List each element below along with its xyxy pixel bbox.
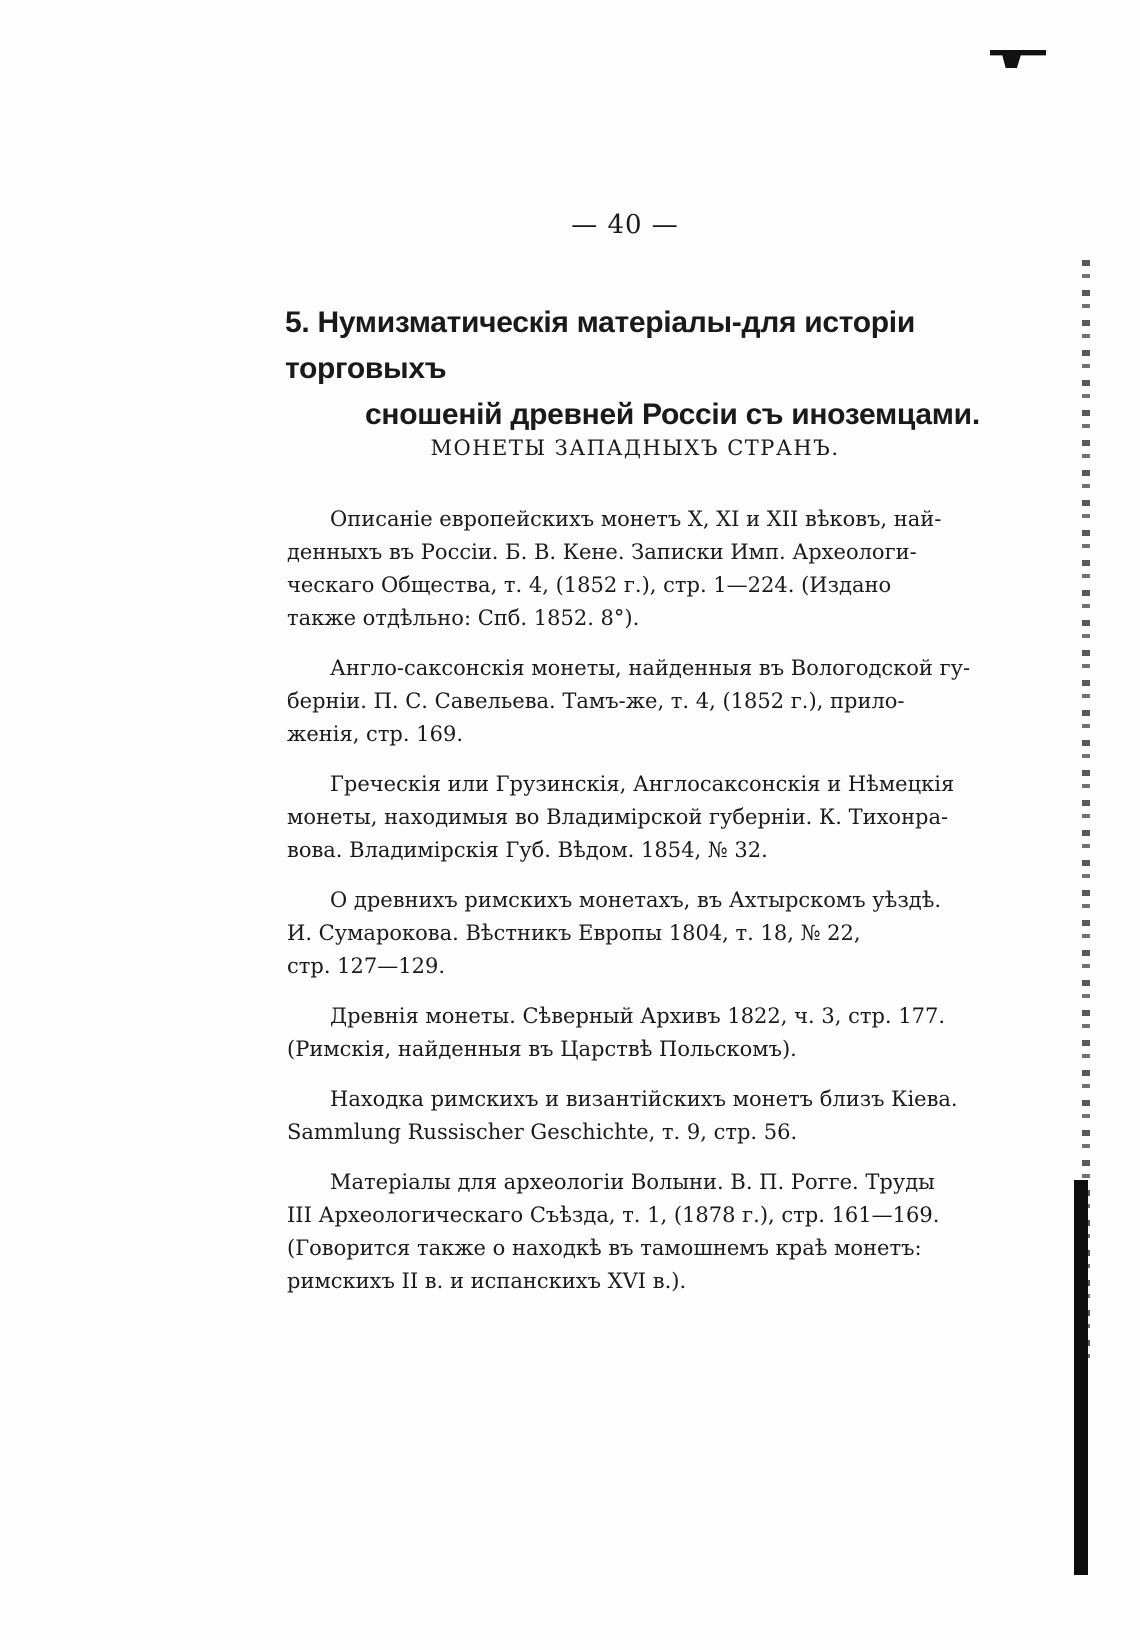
entry-line: также отдѣльно: Спб. 1852. 8°). (287, 606, 640, 630)
entry-line: женія, стр. 169. (287, 722, 463, 746)
entry-line: монеты, находимыя во Владимірской губерніи. К. Тихонра- (287, 805, 949, 829)
bibliography-entry (287, 1083, 977, 1149)
entry-line: ческаго Общества, т. 4, (1852 г.), стр. 1—224. (Издано (287, 573, 892, 597)
entry-line: Матеріалы для археологіи Волыни. В. П. Рогге. Труды (330, 1170, 935, 1194)
bibliography-entry (287, 1166, 977, 1298)
bibliography-list (287, 503, 977, 1315)
bibliography-entry (287, 884, 977, 983)
entry-line: Sammlung Russischer Geschichte, т. 9, стр. 56. (287, 1120, 798, 1144)
entry-line: стр. 127—129. (287, 954, 446, 978)
entry-line: Греческія или Грузинскія, Англосаксонскія и Нѣмецкія (330, 772, 955, 796)
entry-line: римскихъ II в. и испанскихъ XVI в.). (287, 1269, 687, 1293)
subheading: МОНЕТЫ ЗАПАДНЫХЪ СТРАНЪ. (430, 436, 840, 460)
entry-line: берніи. П. С. Савельева. Тамъ-же, т. 4, (1852 г.), прило- (287, 689, 905, 713)
section-title-line-1: 5. Нумизматическія матеріалы-для исторіи торговыхъ (285, 306, 915, 385)
entry-line: Древнія монеты. Сѣверный Архивъ 1822, ч. 3, стр. 177. (330, 1004, 946, 1028)
section-title (285, 300, 985, 438)
bibliography-entry (287, 652, 977, 751)
entry-line: III Археологическаго Съѣзда, т. 1, (1878 г.), стр. 161—169. (287, 1203, 940, 1227)
entry-line: Находка римскихъ и византійскихъ монетъ близъ Кіева. (330, 1087, 958, 1111)
entry-line: денныхъ въ Россіи. Б. В. Кене. Записки Имп. Археологи- (287, 540, 917, 564)
bibliography-entry (287, 503, 977, 635)
scan-artifact-corner (990, 50, 1046, 68)
entry-line: О древнихъ римскихъ монетахъ, въ Ахтырскомъ уѣздѣ. (330, 888, 942, 912)
entry-line: Англо-саксонскія монеты, найденныя въ Вологодской гу- (330, 656, 971, 680)
entry-line: (Римскія, найденныя въ Царствѣ Польскомъ). (287, 1037, 797, 1061)
entry-line: (Говорится также о находкѣ въ тамошнемъ краѣ монетъ: (287, 1236, 922, 1260)
bibliography-entry (287, 1000, 977, 1066)
entry-line: И. Сумарокова. Вѣстникъ Европы 1804, т. 18, № 22, (287, 921, 861, 945)
section-title-line-2: сношеній древней Россіи съ иноземцами. (365, 398, 980, 431)
entry-line: вова. Владимірскія Губ. Вѣдом. 1854, № 32. (287, 838, 768, 862)
scan-artifact-edge-bar (1074, 1180, 1088, 1575)
page-number: — 40 — (571, 210, 679, 240)
bibliography-entry (287, 768, 977, 867)
entry-line: Описаніе европейскихъ монетъ X, XI и XII вѣковъ, най- (330, 507, 942, 531)
